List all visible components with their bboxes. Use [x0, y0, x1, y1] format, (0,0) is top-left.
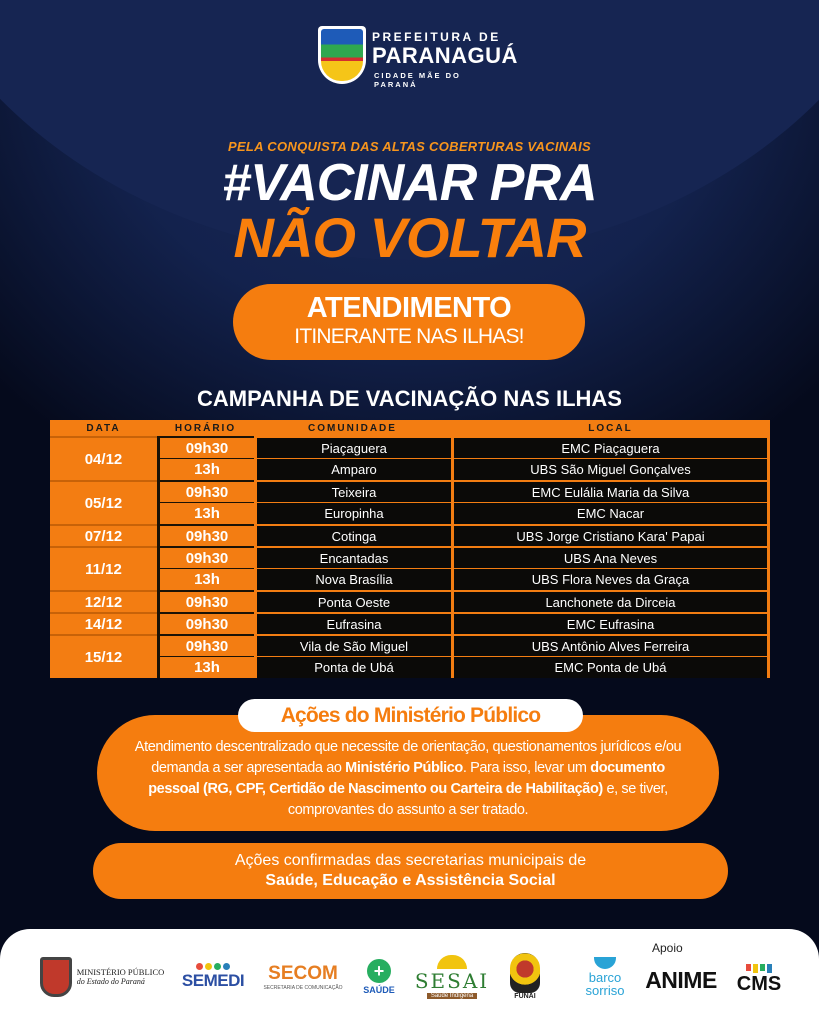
table-row	[50, 502, 770, 524]
time-cell: 09h30	[157, 480, 254, 502]
time-cell: 13h	[157, 568, 254, 590]
community-cell: Eufrasina	[254, 612, 451, 634]
health-cross-icon: +	[367, 959, 391, 983]
mp-text3: e, se tiver, comprovantes do assunto a ser tratado.	[287, 781, 668, 818]
mp-parana-logo: MINISTÉRIO PÚBLICO do Estado do Paraná	[32, 929, 172, 1024]
local-cell: UBS Ana Neves	[451, 546, 770, 568]
boat-icon	[594, 957, 616, 969]
community-cell: Amparo	[254, 458, 451, 480]
confirm-line2: Saúde, Educação e Assistência Social	[265, 872, 556, 889]
table-row	[50, 568, 770, 590]
header-horario: HORÁRIO	[157, 420, 254, 436]
header-local: LOCAL	[451, 420, 770, 436]
community-cell: Teixeira	[254, 480, 451, 502]
table-row	[50, 480, 770, 502]
table-row	[50, 590, 770, 612]
logo-line3: CIDADE MÃE DO PARANÁ	[374, 71, 461, 89]
mp-text2: . Para isso, levar um	[462, 760, 591, 776]
city-crest-icon	[318, 26, 366, 84]
community-cell: Cotinga	[254, 524, 451, 546]
local-cell: EMC Eulália Maria da Silva	[451, 480, 770, 502]
time-cell: 13h	[157, 656, 254, 678]
table-row	[50, 524, 770, 546]
schedule-table	[50, 420, 770, 678]
sun-icon	[437, 955, 467, 969]
mp-bold2: documento pessoal (RG, CPF, Certidão de Nascimento ou Carteira de Habilitação)	[148, 760, 665, 797]
table-row	[50, 546, 770, 568]
community-cell: Vila de São Miguel	[254, 634, 451, 656]
date-cell: 05/12	[50, 480, 157, 524]
sesai-logo: SESAI Saúde Indígena	[410, 929, 494, 1024]
community-cell: Nova Brasília	[254, 568, 451, 590]
saude-logo: + SAÚDE	[363, 960, 395, 995]
semedi-logo: SEMEDI	[172, 929, 254, 1024]
mp-shield-icon	[40, 957, 72, 997]
funai-logo: FUNAI	[502, 929, 548, 1024]
barco-sorriso-logo: barco sorriso	[570, 929, 640, 1024]
time-cell: 09h30	[157, 524, 254, 546]
headdress-icon	[510, 953, 540, 993]
community-cell: Europinha	[254, 502, 451, 524]
people-icon	[196, 963, 230, 970]
time-cell: 09h30	[157, 546, 254, 568]
mp-info-box	[97, 715, 719, 831]
local-cell: EMC Eufrasina	[451, 612, 770, 634]
date-cell: 14/12	[50, 612, 157, 634]
partner-logos-footer	[0, 929, 819, 1024]
local-cell: UBS São Miguel Gonçalves	[451, 458, 770, 480]
table-header-row	[50, 420, 770, 436]
mp-label: Ações do Ministério Público	[238, 699, 583, 732]
local-cell: EMC Nacar	[451, 502, 770, 524]
date-cell: 07/12	[50, 524, 157, 546]
community-cell: Piaçaguera	[254, 436, 451, 458]
confirm-line1: Ações confirmadas das secretarias municipais de	[234, 852, 587, 869]
table-row	[50, 656, 770, 678]
time-cell: 09h30	[157, 612, 254, 634]
cms-logo: CMS	[728, 929, 790, 1024]
local-cell: UBS Jorge Cristiano Kara' Papai	[451, 524, 770, 546]
table-row	[50, 458, 770, 480]
date-cell: 04/12	[50, 436, 157, 480]
confirm-box	[93, 843, 728, 899]
local-cell: UBS Antônio Alves Ferreira	[451, 634, 770, 656]
apoio-label: Apoio	[652, 941, 683, 955]
table-row	[50, 612, 770, 634]
atendimento-line2: ITINERANTE NAS ILHAS!	[294, 325, 524, 348]
time-cell: 09h30	[157, 634, 254, 656]
mp-bold1: Ministério Público	[345, 760, 463, 776]
community-cell: Ponta Oeste	[254, 590, 451, 612]
community-cell: Ponta de Ubá	[254, 656, 451, 678]
time-cell: 13h	[157, 458, 254, 480]
anime-logo: ANIME	[645, 967, 717, 993]
logo-line1: PREFEITURA DE	[372, 30, 501, 44]
time-cell: 09h30	[157, 436, 254, 458]
table-row	[50, 634, 770, 656]
title-line1: #VACINAR PRA	[222, 154, 597, 212]
title-line2: NÃO VOLTAR	[233, 206, 586, 269]
atendimento-line1: ATENDIMENTO	[306, 292, 512, 324]
header-data: DATA	[50, 420, 157, 436]
atendimento-pill	[233, 284, 585, 360]
local-cell: UBS Flora Neves da Graça	[451, 568, 770, 590]
date-cell: 11/12	[50, 546, 157, 590]
local-cell: EMC Ponta de Ubá	[451, 656, 770, 678]
logo-line2: PARANAGUÁ	[372, 43, 518, 68]
date-cell: 12/12	[50, 590, 157, 612]
kicker-text: PELA CONQUISTA DAS ALTAS COBERTURAS VACINAIS	[227, 139, 591, 154]
time-cell: 13h	[157, 502, 254, 524]
local-cell: Lanchonete da Dirceia	[451, 590, 770, 612]
secom-logo: SECOM SECRETARIA DE COMUNICAÇÃO	[263, 962, 343, 991]
community-cell: Encantadas	[254, 546, 451, 568]
date-cell: 15/12	[50, 634, 157, 678]
table-row	[50, 436, 770, 458]
prefeitura-logo	[318, 26, 518, 89]
mp-text1: Atendimento descentralizado que necessite de orientação, questionamentos jurídicos e/ou demanda a ser apresentada ao	[134, 739, 682, 776]
header-comunidade: COMUNIDADE	[254, 420, 451, 436]
campaign-title: CAMPANHA DE VACINAÇÃO NAS ILHAS	[197, 386, 622, 411]
cms-bars-icon	[746, 964, 772, 973]
local-cell: EMC Piaçaguera	[451, 436, 770, 458]
time-cell: 09h30	[157, 590, 254, 612]
